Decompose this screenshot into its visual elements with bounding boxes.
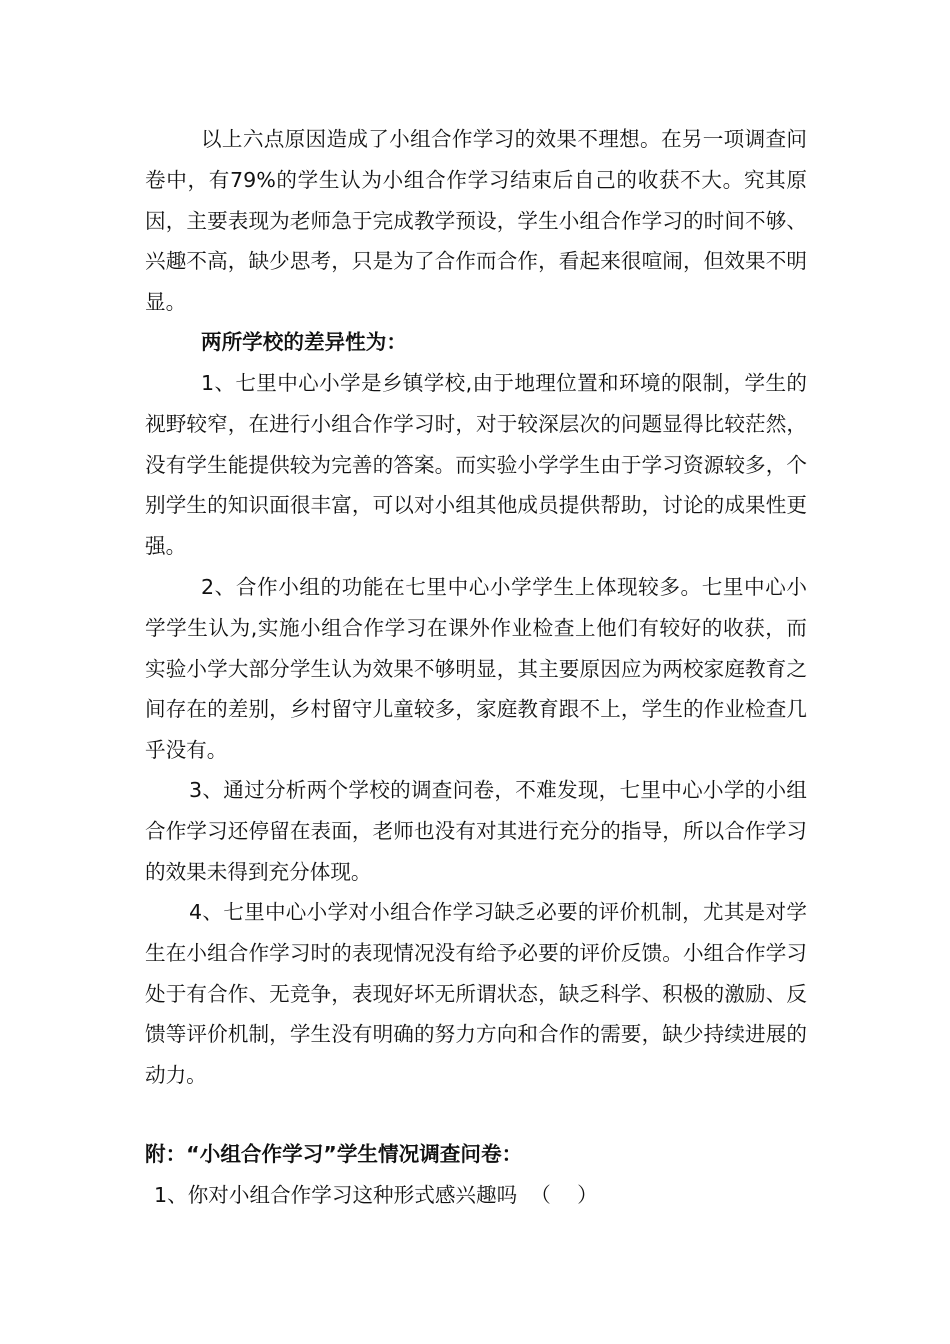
paragraph-point-2: 2、合作小组的功能在七里中心小学学生上体现较多。七里中心小学学生认为,实施小组合作学习在课外作业检查上他们有较好的收获，而实验小学大部分学生认为效果不够明显，其主要原因应为两校家庭教育之间存在的差别，乡村留守儿童较多，家庭教育跟不上，学生的作业检查几乎没有。 [145, 575, 807, 763]
paragraph-point-3: 3、通过分析两个学校的调查问卷，不难发现，七里中心小学的小组合作学习还停留在表面，老师也没有对其进行充分的指导，所以合作学习的效果未得到充分体现。 [145, 778, 807, 884]
paragraph-point-1: 1、七里中心小学是乡镇学校,由于地理位置和环境的限制，学生的视野较窄，在进行小组合作学习时，对于较深层次的问题显得比较茫然，没有学生能提供较为完善的答案。而实验小学学生由于学习资源较多，个别学生的知识面很丰富，可以对小组其他成员提供帮助，讨论的成果性更强。 [145, 371, 807, 559]
question-1: 1、你对小组合作学习这种形式感兴趣吗 （ ） [154, 1183, 598, 1207]
paragraph-point-4: 4、七里中心小学对小组合作学习缺乏必要的评价机制，尤其是对学生在小组合作学习时的表现情况没有给予必要的评价反馈。小组合作学习处于有合作、无竞争，表现好坏无所谓状态，缺乏科学、积极的激励、反馈等评价机制，学生没有明确的努力方向和合作的需要，缺少持续进展的动力。 [145, 900, 807, 1088]
section-heading-differences: 两所学校的差异性为： [201, 330, 407, 354]
appendix-title: 附：“小组合作学习”学生情况调查问卷： [145, 1142, 523, 1166]
paragraph-summary: 以上六点原因造成了小组合作学习的效果不理想。在另一项调查问卷中，有79%的学生认为小组合作学习结束后自己的收获不大。究其原因，主要表现为老师急于完成教学预设，学生小组合作学习的时间不够、兴趣不高，缺少思考，只是为了合作而合作，看起来很喧闹，但效果不明显。 [145, 127, 807, 315]
